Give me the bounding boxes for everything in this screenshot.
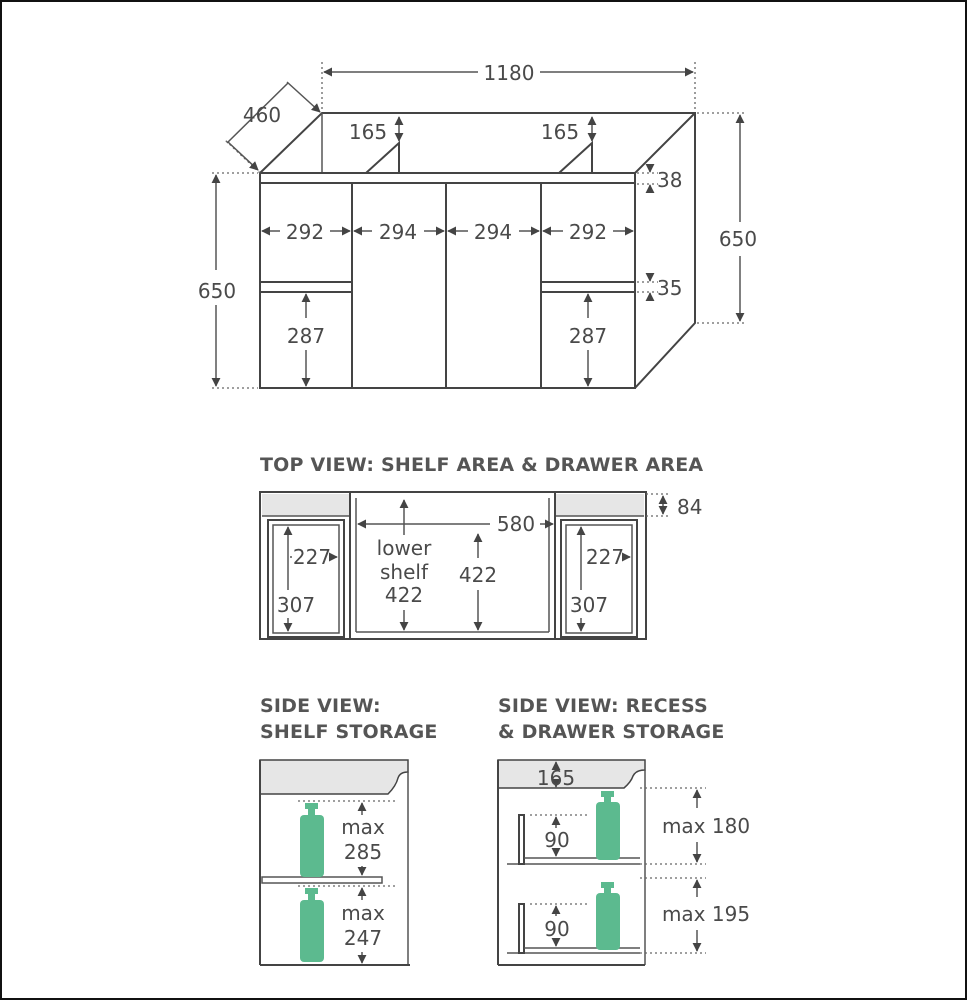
dim-right-drawer-depth: 307: [569, 593, 609, 617]
dim-drawer-left: 287: [286, 324, 326, 348]
bottle-icon-upper: [300, 803, 324, 877]
shelf-lower-max: max: [341, 901, 385, 925]
dim-left-drawer-width: 227: [292, 545, 332, 569]
top-view-heading: TOP VIEW: SHELF AREA & DRAWER AREA: [260, 454, 704, 476]
dim-back-depth: 84: [677, 495, 703, 519]
side-shelf-heading-1: SIDE VIEW:: [260, 695, 381, 717]
dim-top-rail: 38: [657, 168, 683, 192]
dim-col-1: 292: [285, 220, 325, 244]
front-view: [198, 61, 757, 388]
dim-overall-width: 1180: [483, 61, 535, 85]
bottle-icon-drawer-upper: [596, 791, 620, 860]
dim-recess-right: 165: [540, 120, 580, 144]
dim-recess-side: 165: [536, 766, 576, 790]
bottle-icon-lower: [300, 888, 324, 962]
lower-shelf-label-2: shelf: [380, 560, 428, 584]
dim-shelf-width: 580: [496, 512, 536, 536]
side-drawer-heading-2: & DRAWER STORAGE: [498, 721, 725, 743]
side-shelf-heading-2: SHELF STORAGE: [260, 721, 438, 743]
drawer-upper-max: max 180: [661, 814, 751, 838]
lower-shelf-value: 422: [384, 583, 424, 607]
dim-lower-inner: 90: [544, 917, 570, 941]
dim-depth: 460: [242, 103, 282, 127]
lower-shelf-label-1: lower: [376, 536, 432, 560]
dim-drawer-rail: 35: [657, 276, 683, 300]
shelf-lower-value: 247: [343, 926, 383, 950]
dim-drawer-right: 287: [568, 324, 608, 348]
dim-recess-left: 165: [348, 120, 388, 144]
dim-upper-inner: 90: [544, 828, 570, 852]
dim-height-left: 650: [197, 279, 237, 303]
shelf-upper-max: max: [341, 815, 385, 839]
side-view-shelf: [260, 760, 410, 965]
side-view-drawer: [498, 760, 750, 965]
top-view: [260, 492, 702, 639]
dim-col-3: 294: [473, 220, 513, 244]
dim-left-drawer-depth: 307: [276, 593, 316, 617]
dim-col-2: 294: [378, 220, 418, 244]
side-drawer-heading-1: SIDE VIEW: RECESS: [498, 695, 708, 717]
drawer-lower-max: max 195: [661, 902, 751, 926]
dim-height-right: 650: [718, 227, 758, 251]
dim-right-drawer-width: 227: [585, 545, 625, 569]
dim-shelf-depth: 422: [458, 563, 498, 587]
shelf-upper-value: 285: [343, 840, 383, 864]
bottle-icon-drawer-lower: [596, 882, 620, 950]
dim-col-4: 292: [568, 220, 608, 244]
